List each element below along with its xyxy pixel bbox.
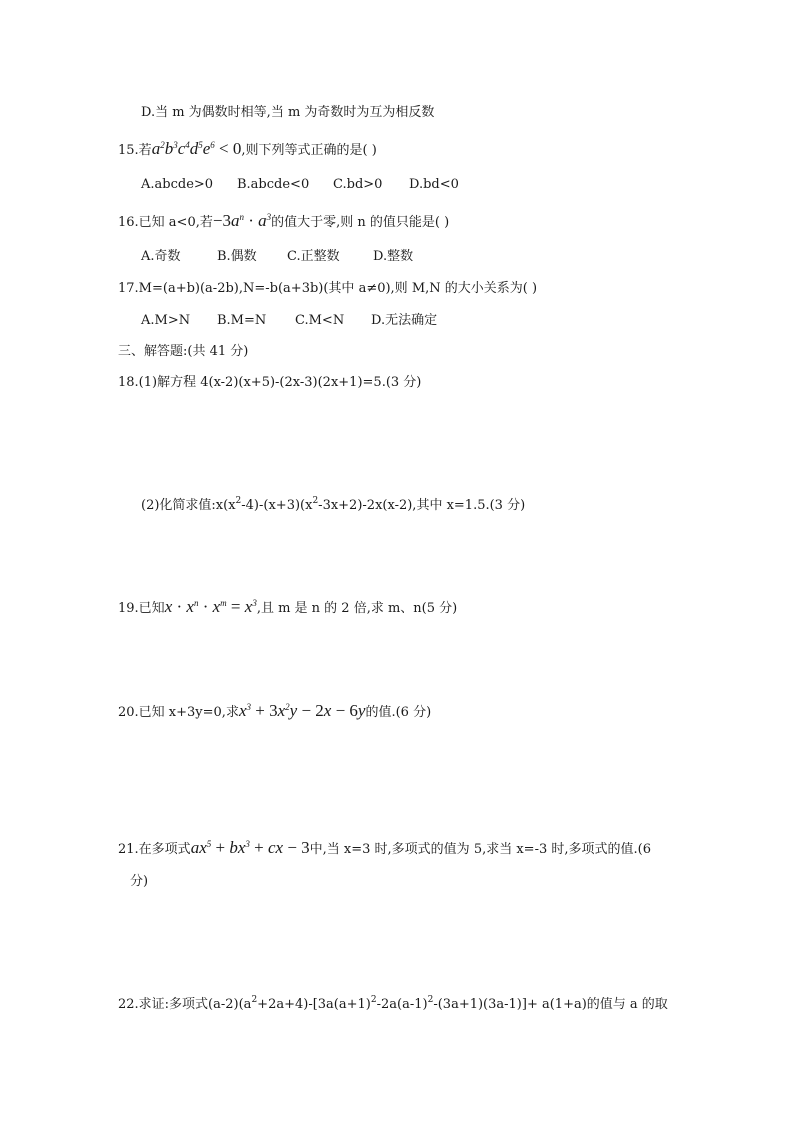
q15-tail: ,则下列等式正确的是( ) xyxy=(241,143,377,158)
q15-option-b: B.abcde<0 xyxy=(237,177,310,192)
q18-part2-b: -4)-(x+3)(x xyxy=(241,498,313,513)
q17-option-a: A.M>N xyxy=(141,313,191,328)
q22-stem xyxy=(118,995,668,1015)
q22-part-c: -2a(a-1) xyxy=(376,997,428,1012)
q16-tail: 的值大于零,则 n 的值只能是( ) xyxy=(271,215,450,230)
q22-part-d: -(3a+1)(3a-1)]+ a(1+a)的值与 a 的取 xyxy=(433,997,668,1012)
q15-option-a: A.abcde>0 xyxy=(141,177,214,192)
exponent: 2 xyxy=(235,496,242,506)
q20-stem xyxy=(118,701,431,723)
q21-continuation: 分) xyxy=(130,874,149,889)
q21-stem xyxy=(118,838,651,860)
q15-stem xyxy=(118,139,377,161)
q21-tail: 中,当 x=3 时,多项式的值为 5,求当 x=-3 时,多项式的值.(6 xyxy=(309,842,651,857)
q19-tail: ,且 m 是 n 的 2 倍,求 m、n(5 分) xyxy=(256,601,458,616)
q17-option-b: B.M=N xyxy=(217,313,267,328)
q17-stem: 17.M=(a+b)(a-2b),N=-b(a+3b)(其中 a≠0),则 M,N 的大小关系为( ) xyxy=(118,281,538,296)
q15-options xyxy=(141,175,459,195)
q21-lead: 21.在多项式 xyxy=(118,842,191,857)
q16-option-c: C.正整数 xyxy=(287,249,340,264)
q17-options xyxy=(141,311,437,331)
q15-lead: 15.若 xyxy=(118,143,152,158)
exponent: 2 xyxy=(251,995,258,1005)
q15-option-d: D.bd<0 xyxy=(409,177,459,192)
q16-formula: $-3a^n \cdot a^3$ xyxy=(212,211,272,230)
q19-stem xyxy=(118,597,457,619)
q22-part-a: 22.求证:多项式(a-2)(a xyxy=(118,997,252,1012)
q16-stem xyxy=(118,211,449,233)
q20-lead: 20.已知 x+3y=0,求 xyxy=(118,705,239,720)
q20-formula: $x^3 + 3x^2y - 2x - 6y$ xyxy=(238,701,366,720)
q16-option-a: A.奇数 xyxy=(141,249,181,264)
q19-lead: 19.已知 xyxy=(118,601,165,616)
exponent: 2 xyxy=(312,496,319,506)
q15-formula: $a^2b^3c^4d^5e^6 < 0$ xyxy=(151,139,242,158)
q18-part1: 18.(1)解方程 4(x-2)(x+5)-(2x-3)(2x+1)=5.(3 分) xyxy=(118,375,422,390)
q22-part-b: +2a+4)-[3a(a+1) xyxy=(257,997,371,1012)
q15-option-c: C.bd>0 xyxy=(333,177,383,192)
q20-tail: 的值.(6 分) xyxy=(365,705,432,720)
q17-option-c: C.M<N xyxy=(295,313,345,328)
section-title: 三、解答题:(共 41 分) xyxy=(118,344,249,359)
q16-options xyxy=(141,247,413,267)
exponent: 2 xyxy=(370,995,377,1005)
q16-lead: 16.已知 a<0,若 xyxy=(118,215,213,230)
q14-option-d: D.当 m 为偶数时相等,当 m 为奇数时为互为相反数 xyxy=(141,105,435,120)
exponent: 2 xyxy=(427,995,434,1005)
q16-option-d: D.整数 xyxy=(373,249,414,264)
q18-part2-a: (2)化简求值:x(x xyxy=(141,498,236,513)
q18-part2-c: -3x+2)-2x(x-2),其中 x=1.5.(3 分) xyxy=(318,498,526,513)
q18-part2 xyxy=(141,496,525,516)
q17-option-d: D.无法确定 xyxy=(371,313,438,328)
q19-formula: $x \cdot x^n \cdot x^m = x^3$ xyxy=(164,597,257,616)
q21-formula: $ax^5 + bx^3$ + cx − 3 xyxy=(190,838,310,857)
q16-option-b: B.偶数 xyxy=(217,249,257,264)
